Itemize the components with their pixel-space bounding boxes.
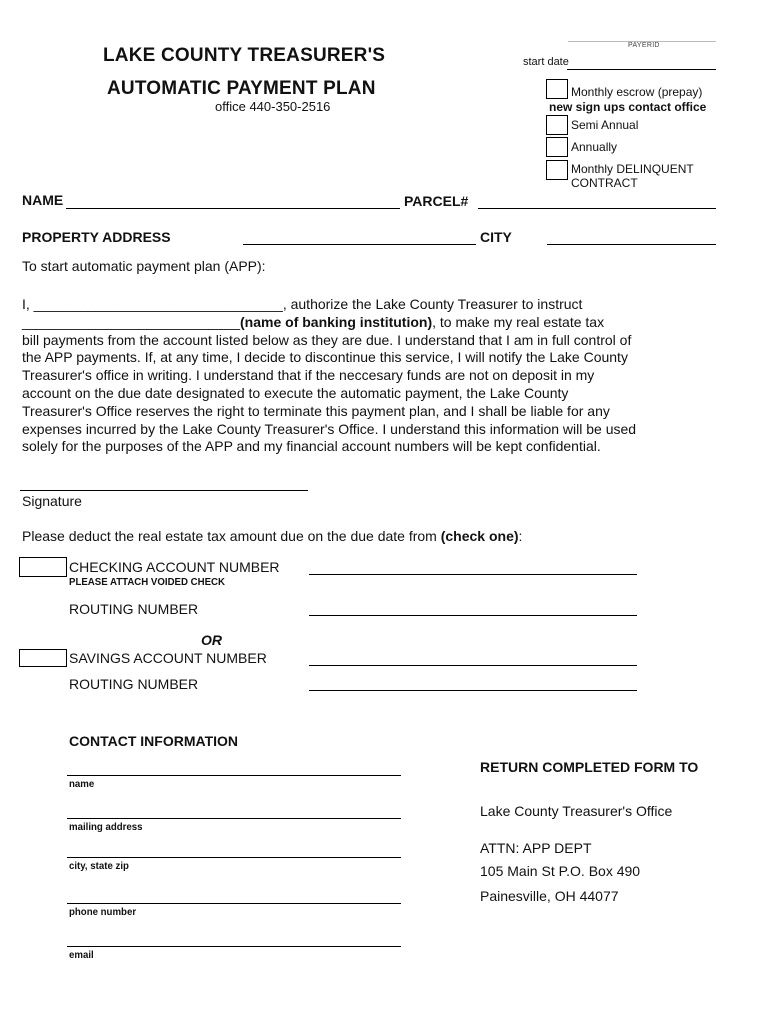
deduct-text: Please deduct the real estate tax amount due on the due date from <box>22 528 441 544</box>
routing-number-field-2[interactable] <box>309 690 637 691</box>
app-intro: To start automatic payment plan (APP): <box>22 258 266 274</box>
form-title-line1: LAKE COUNTY TREASURER'S <box>103 45 386 66</box>
parcel-field[interactable] <box>478 208 716 209</box>
monthly-escrow-checkbox[interactable] <box>546 79 568 99</box>
office-phone: office 440-350-2516 <box>215 99 331 114</box>
return-office: Lake County Treasurer's Office <box>480 803 673 819</box>
checking-checkbox[interactable] <box>19 557 67 577</box>
name-field[interactable] <box>66 208 400 209</box>
voided-check-note: PLEASE ATTACH VOIDED CHECK <box>69 576 226 588</box>
checking-account-field[interactable] <box>309 574 637 575</box>
form-title-line2: AUTOMATIC PAYMENT PLAN <box>107 78 376 99</box>
contact-name-label: name <box>69 778 95 790</box>
authorization-line: bill payments from the account listed below as they are due. I understand that I am in full control of <box>22 331 632 348</box>
return-city: Painesville, OH 44077 <box>480 888 619 904</box>
start-date-field[interactable] <box>567 69 716 70</box>
authorization-line: the APP payments. If, at any time, I decide to discontinue this service, I will notify the Lake County <box>22 349 628 366</box>
city-state-zip-field[interactable] <box>67 857 401 858</box>
check-one-label: (check one) <box>440 528 519 544</box>
payerid-label: PAYERID <box>628 42 660 49</box>
contact-name-field[interactable] <box>67 775 401 776</box>
monthly-delinquent-label-1: Monthly DELINQUENT <box>571 162 694 176</box>
annually-checkbox[interactable] <box>546 137 568 157</box>
savings-account-label: SAVINGS ACCOUNT NUMBER <box>69 650 267 666</box>
signature-label: Signature <box>22 493 82 509</box>
checking-account-label: CHECKING ACCOUNT NUMBER <box>69 559 280 575</box>
authorization-line: solely for the purposes of the APP and my financial account numbers will be kept confidential. <box>22 438 601 455</box>
city-label: CITY <box>480 229 512 245</box>
contact-info-heading: CONTACT INFORMATION <box>69 733 239 749</box>
city-field[interactable] <box>547 244 716 245</box>
authorization-line: expenses incurred by the Lake County Treasurer's Office. I understand this information will be used <box>22 420 637 437</box>
monthly-delinquent-label-2: CONTRACT <box>571 176 638 190</box>
bank-name-label: (name of banking institution) <box>240 313 433 330</box>
mailing-address-field[interactable] <box>67 818 401 819</box>
savings-checkbox[interactable] <box>19 649 67 667</box>
new-signups-note: new sign ups contact office <box>549 100 707 114</box>
authorization-text <box>22 296 662 456</box>
email-field[interactable] <box>67 946 401 947</box>
semi-annual-checkbox[interactable] <box>546 115 568 135</box>
property-address-field[interactable] <box>243 244 476 245</box>
authorization-line-rest: , to make my real estate tax <box>432 313 605 330</box>
deduct-end: : <box>518 528 523 544</box>
monthly-escrow-label: Monthly escrow (prepay) <box>571 85 703 99</box>
mailing-address-label: mailing address <box>69 821 143 833</box>
or-label: OR <box>201 632 222 648</box>
property-address-label: PROPERTY ADDRESS <box>22 229 171 245</box>
name-label: NAME <box>22 192 64 208</box>
start-date-label: start date <box>523 56 569 68</box>
signature-field[interactable] <box>20 490 308 491</box>
return-street: 105 Main St P.O. Box 490 <box>480 863 641 879</box>
authorization-line: I, ________________________________, authorize the Lake County Treasurer to instruct <box>22 296 583 312</box>
routing-number-label-1: ROUTING NUMBER <box>69 601 199 617</box>
annually-label: Annually <box>571 140 618 154</box>
routing-number-label-2: ROUTING NUMBER <box>69 676 199 692</box>
monthly-delinquent-checkbox[interactable] <box>546 160 568 180</box>
bank-name-blank[interactable]: ____________________________ <box>22 313 241 330</box>
deduct-instruction <box>22 528 522 544</box>
semi-annual-label: Semi Annual <box>571 118 639 132</box>
city-state-zip-label: city, state zip <box>69 860 129 872</box>
authorization-line: Treasurer's office in writing. I understand that if the neccesary funds are not on deposit in my <box>22 367 595 384</box>
authorization-line <box>22 314 662 332</box>
authorization-line: Treasurer's Office reserves the right to terminate this payment plan, and I shall be liable for any <box>22 402 610 419</box>
routing-number-field-1[interactable] <box>309 615 637 616</box>
parcel-label: PARCEL# <box>404 193 469 209</box>
savings-account-field[interactable] <box>309 665 637 666</box>
email-label: email <box>69 949 94 961</box>
return-form-heading: RETURN COMPLETED FORM TO <box>480 759 699 775</box>
phone-number-label: phone number <box>69 906 137 918</box>
return-attn: ATTN: APP DEPT <box>480 840 592 856</box>
phone-number-field[interactable] <box>67 903 401 904</box>
authorization-line: account on the due date designated to execute the automatic payment, the Lake County <box>22 384 569 401</box>
